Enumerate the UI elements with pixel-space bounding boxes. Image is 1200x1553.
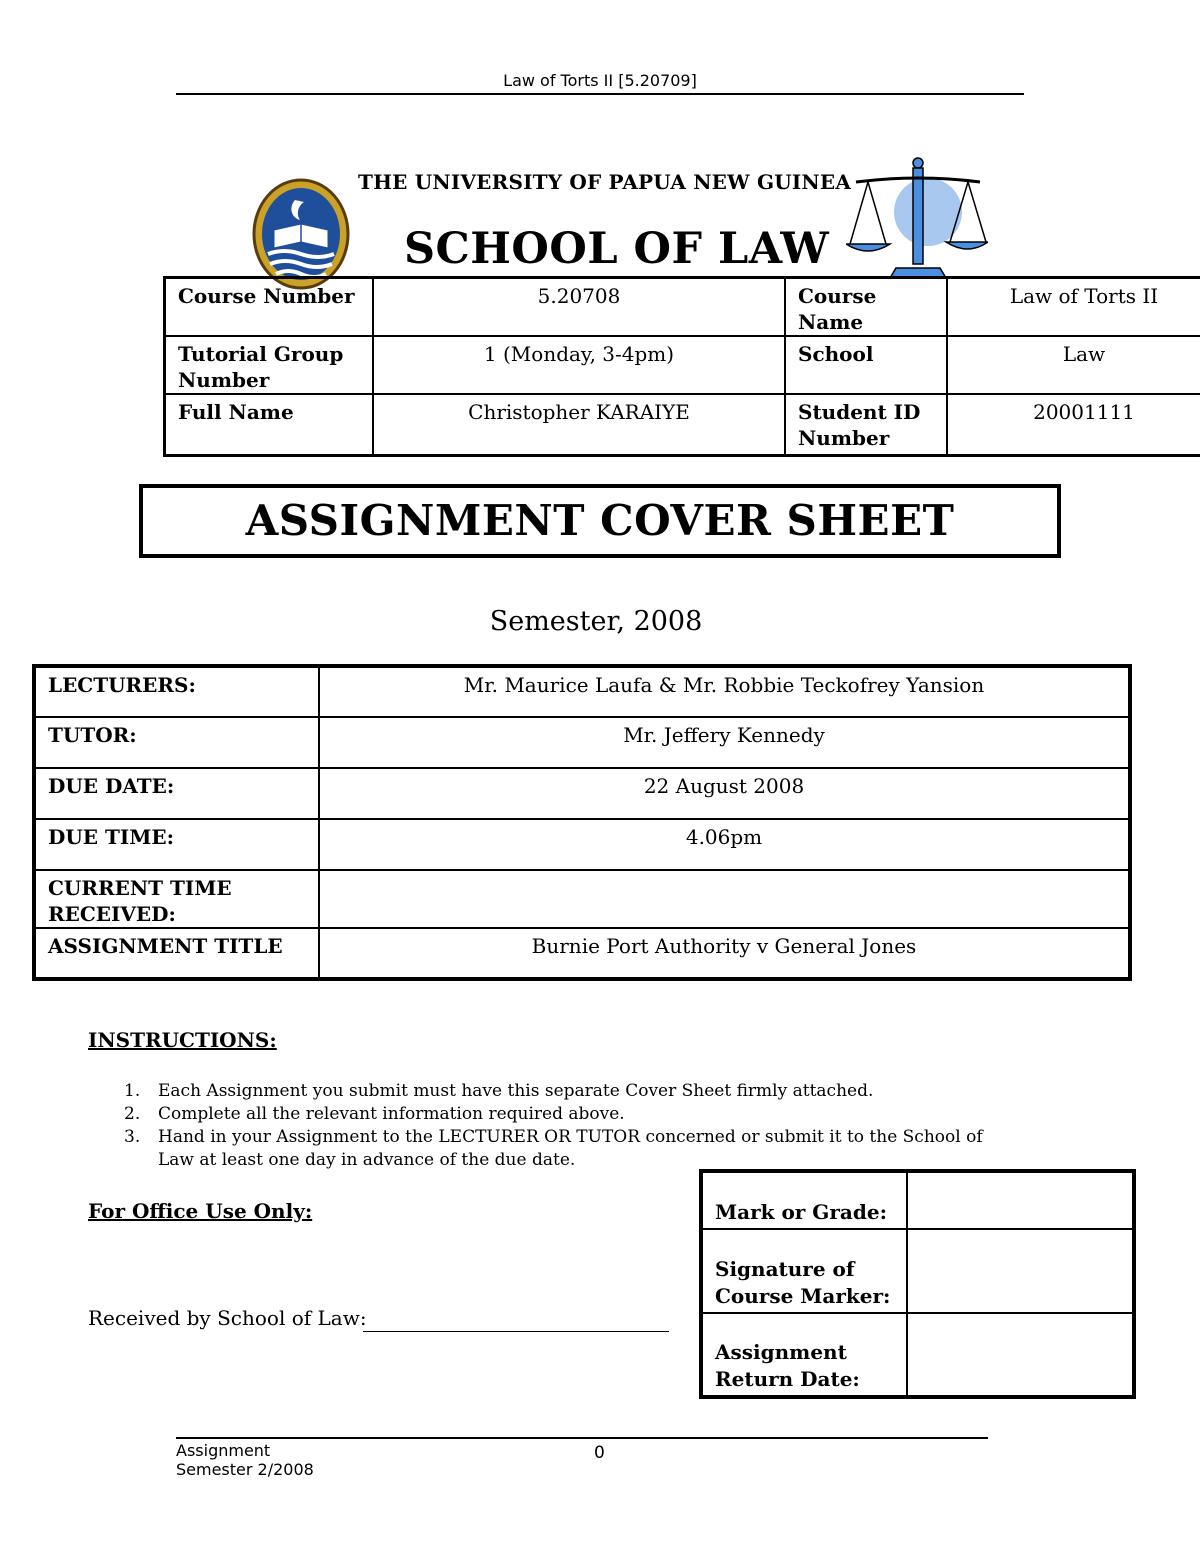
due-date-label: DUE DATE: — [34, 768, 319, 819]
instructions-heading: INSTRUCTIONS: — [88, 1028, 277, 1052]
table-row — [34, 768, 1130, 819]
current-time-received-value — [319, 870, 1130, 928]
course-number-label: Course Number — [165, 278, 374, 337]
list-item — [124, 1126, 1004, 1172]
office-use-heading: For Office Use Only: — [88, 1199, 313, 1223]
university-crest-icon — [252, 178, 350, 290]
footer-rule — [176, 1437, 988, 1439]
assignment-title-value: Burnie Port Authority v General Jones — [319, 928, 1130, 979]
full-name-label: Full Name — [165, 394, 374, 455]
university-name: THE UNIVERSITY OF PAPUA NEW GUINEA — [358, 170, 852, 194]
list-item-text: Hand in your Assignment to the LECTURER OR TUTOR concerned or submit it to the School of Law at least one day in advance of the due date. — [158, 1127, 983, 1170]
page-number: 0 — [594, 1443, 605, 1463]
assignment-details-table — [32, 664, 1132, 981]
full-name-value: Christopher KARAIYE — [373, 394, 785, 455]
return-date-field[interactable] — [907, 1313, 1134, 1397]
assignment-title-label: ASSIGNMENT TITLE — [34, 928, 319, 979]
list-item-number: 2. — [124, 1104, 141, 1124]
semester: Semester, 2008 — [489, 606, 703, 637]
school-title: SCHOOL OF LAW — [404, 224, 830, 274]
received-by-label: Received by School of Law: — [88, 1306, 367, 1330]
school-value: Law — [947, 336, 1200, 394]
title-box — [139, 484, 1061, 558]
table-row — [34, 717, 1130, 768]
footer-line-1: Assignment — [176, 1441, 271, 1460]
course-name-value: Law of Torts II — [947, 278, 1200, 337]
signature-label: Signature of Course Marker: — [701, 1229, 907, 1313]
list-item — [124, 1103, 1004, 1126]
lecturers-value: Mr. Maurice Laufa & Mr. Robbie Teckofrey Yansion — [319, 666, 1130, 717]
office-use-table — [699, 1169, 1136, 1399]
tutor-label: TUTOR: — [34, 717, 319, 768]
footer-info — [176, 1441, 314, 1479]
student-id-value: 20001111 — [947, 394, 1200, 455]
lecturers-label: LECTURERS: — [34, 666, 319, 717]
signature-field[interactable] — [907, 1229, 1134, 1313]
page-title: ASSIGNMENT COVER SHEET — [245, 496, 955, 545]
due-time-value: 4.06pm — [319, 819, 1130, 870]
tutorial-group-label: Tutorial Group Number — [165, 336, 374, 394]
table-row — [34, 870, 1130, 928]
student-id-label: Student ID Number — [785, 394, 947, 455]
return-date-label: Assignment Return Date: — [701, 1313, 907, 1397]
course-info-table — [163, 276, 1200, 457]
list-item-number: 3. — [124, 1127, 141, 1147]
due-date-value: 22 August 2008 — [319, 768, 1130, 819]
tutorial-group-value: 1 (Monday, 3-4pm) — [373, 336, 785, 394]
instructions-list — [124, 1080, 1004, 1172]
due-time-label: DUE TIME: — [34, 819, 319, 870]
header-rule — [176, 93, 1024, 95]
tutor-value: Mr. Jeffery Kennedy — [319, 717, 1130, 768]
list-item-number: 1. — [124, 1081, 141, 1101]
list-item-text: Complete all the relevant information required above. — [158, 1104, 625, 1124]
scales-of-justice-icon — [846, 156, 988, 280]
list-item-text: Each Assignment you submit must have this separate Cover Sheet firmly attached. — [158, 1081, 874, 1101]
current-time-received-label: CURRENT TIME RECEIVED: — [34, 870, 319, 928]
footer-line-2: Semester 2/2008 — [176, 1460, 314, 1479]
received-by-signature-line[interactable] — [363, 1331, 669, 1332]
mark-grade-label: Mark or Grade: — [701, 1171, 907, 1229]
school-label: School — [785, 336, 947, 394]
table-row — [34, 666, 1130, 717]
mark-grade-field[interactable] — [907, 1171, 1134, 1229]
list-item — [124, 1080, 1004, 1103]
course-number-value: 5.20708 — [373, 278, 785, 337]
running-header: Law of Torts II [5.20709] — [503, 71, 697, 90]
table-row — [34, 819, 1130, 870]
table-row — [34, 928, 1130, 979]
course-name-label: Course Name — [785, 278, 947, 337]
